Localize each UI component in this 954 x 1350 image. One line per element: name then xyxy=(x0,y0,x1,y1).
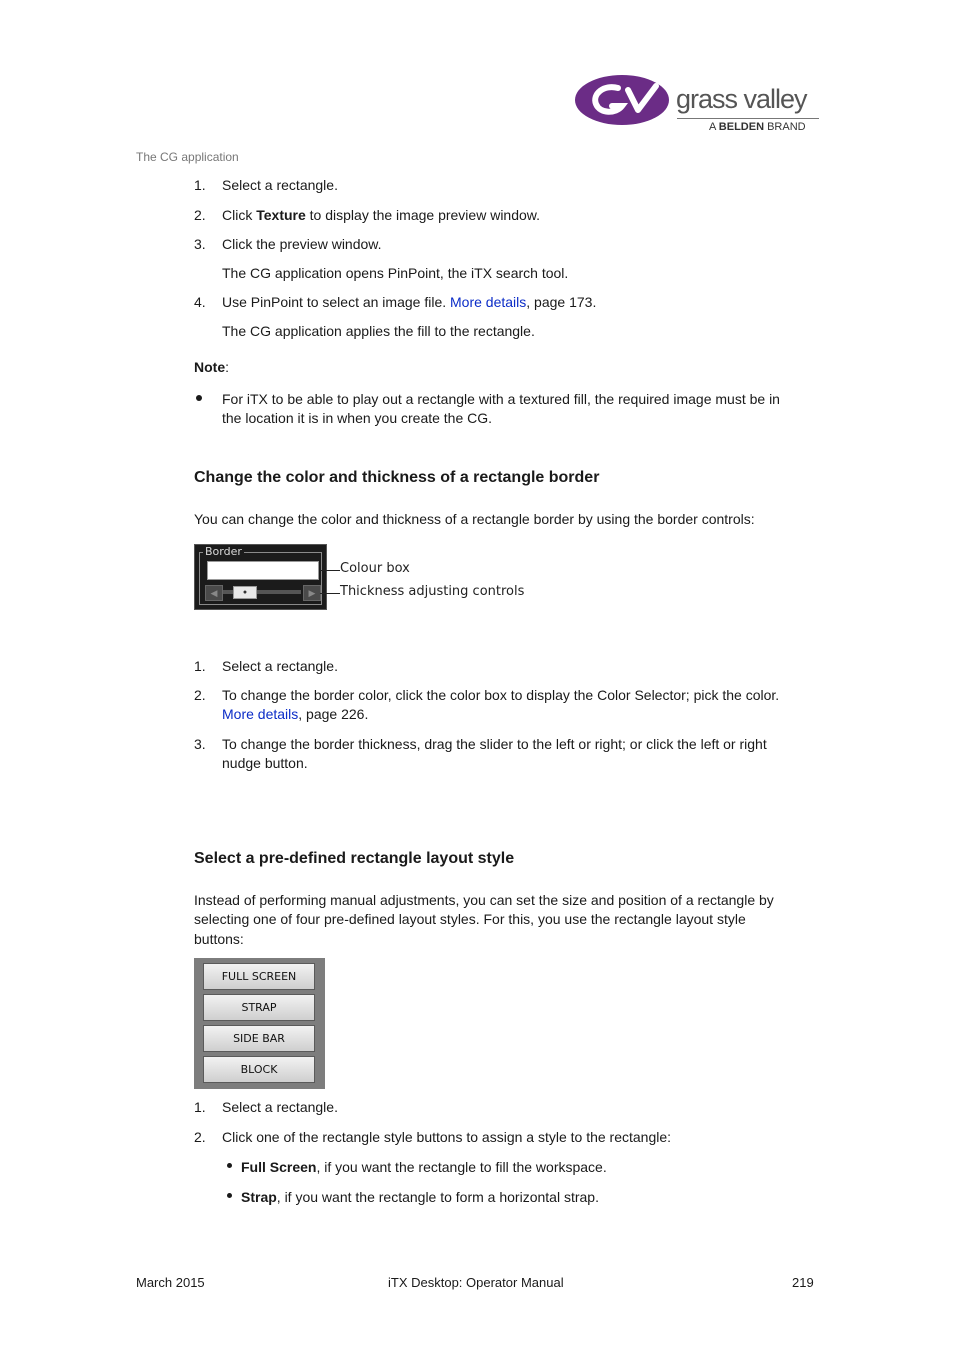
footer-page-number: 219 xyxy=(792,1275,814,1290)
callout-thickness: Thickness adjusting controls xyxy=(340,584,525,599)
bullet-icon xyxy=(196,395,202,401)
logo-divider xyxy=(677,118,819,119)
section-heading: Change the color and thickness of a rectangle border xyxy=(194,469,600,486)
step-text-part: Click xyxy=(222,207,257,223)
bullet-icon xyxy=(227,1163,232,1168)
note-text-line: the location it is in when you create the CG. xyxy=(222,410,493,426)
tagline-brand: BELDEN xyxy=(718,121,765,133)
step-text xyxy=(222,293,596,312)
step-number: 3. xyxy=(194,236,206,252)
step-number: 2. xyxy=(194,1129,206,1145)
footer-date: March 2015 xyxy=(136,1275,205,1290)
step-text: nudge button. xyxy=(222,755,308,771)
step-number: 1. xyxy=(194,177,206,193)
logo-name: grass valley xyxy=(676,84,807,114)
colour-box[interactable] xyxy=(207,561,319,580)
section-header: The CG application xyxy=(136,150,239,164)
note-label-text: Note xyxy=(194,359,226,375)
gv-emblem-icon xyxy=(574,72,674,128)
step-number: 2. xyxy=(194,687,206,703)
strap-button[interactable]: STRAP xyxy=(203,994,315,1021)
step-number: 4. xyxy=(194,294,206,310)
section-heading: Select a pre-defined rectangle layout style xyxy=(194,850,515,867)
ui-term-full-screen: Full Screen xyxy=(241,1159,317,1175)
note-text-line: For iTX to be able to play out a rectangle with a textured fill, the required image must be in xyxy=(222,391,780,407)
step-text xyxy=(222,206,540,225)
nudge-right-icon[interactable]: ▶ xyxy=(303,585,321,601)
step-number: 1. xyxy=(194,1099,206,1115)
bullet-text-part: , if you want the rectangle to form a horizontal strap. xyxy=(276,1189,599,1205)
thickness-slider-thumb[interactable]: ● xyxy=(233,586,257,599)
bullet-text xyxy=(241,1188,599,1207)
full-screen-button[interactable]: FULL SCREEN xyxy=(203,963,315,990)
layout-style-buttons-screenshot xyxy=(194,958,325,1089)
step-text: Select a rectangle. xyxy=(222,658,338,674)
section-intro: buttons: xyxy=(194,931,244,947)
bullet-icon xyxy=(227,1193,232,1198)
grass-valley-logo xyxy=(574,72,822,134)
tagline-suffix: BRAND xyxy=(767,121,806,133)
step-text: Select a rectangle. xyxy=(222,1099,338,1115)
step-text-part: to display the image preview window. xyxy=(305,207,541,223)
step-text xyxy=(222,705,368,724)
logo-tagline xyxy=(709,121,806,133)
callout-line xyxy=(320,570,340,571)
callout-colour-box: Colour box xyxy=(340,561,410,576)
footer-title: iTX Desktop: Operator Manual xyxy=(388,1275,564,1290)
note-colon: : xyxy=(225,359,230,375)
step-number: 1. xyxy=(194,658,206,674)
step-number: 3. xyxy=(194,736,206,752)
step-number: 2. xyxy=(194,207,206,223)
step-text: Select a rectangle. xyxy=(222,177,338,193)
more-details-link[interactable]: More details xyxy=(450,294,527,310)
callout-line xyxy=(320,593,340,594)
ui-term-texture: Texture xyxy=(256,207,306,223)
bullet-text xyxy=(241,1158,607,1177)
step-text: To change the border thickness, drag the slider to the left or right; or click the left or right xyxy=(222,736,767,752)
more-details-link[interactable]: More details xyxy=(222,706,299,722)
step-text: To change the border color, click the color box to display the Color Selector; pick the color. xyxy=(222,687,780,703)
note-label xyxy=(194,358,229,377)
border-legend: Border xyxy=(205,545,242,558)
section-intro: selecting one of four pre-defined layout styles. For this, you use the rectangle layout style xyxy=(194,911,746,927)
tagline-prefix: A xyxy=(709,121,716,133)
step-text: Click the preview window. xyxy=(222,236,382,252)
step-result: The CG application applies the fill to the rectangle. xyxy=(222,323,535,339)
block-button[interactable]: BLOCK xyxy=(203,1056,315,1083)
bullet-text-part: , if you want the rectangle to fill the workspace. xyxy=(316,1159,607,1175)
step-text: Click one of the rectangle style buttons to assign a style to the rectangle: xyxy=(222,1129,672,1145)
section-intro: Instead of performing manual adjustments, you can set the size and position of a rectangle by xyxy=(194,892,774,908)
step-text-part: , page 173. xyxy=(526,294,597,310)
step-text-part: Use PinPoint to select an image file. xyxy=(222,294,451,310)
nudge-left-icon[interactable]: ◀ xyxy=(205,585,223,601)
step-text-part: , page 226. xyxy=(298,706,369,722)
border-controls-screenshot xyxy=(194,544,327,610)
section-intro: You can change the color and thickness of a rectangle border by using the border controls: xyxy=(194,511,755,527)
step-result: The CG application opens PinPoint, the iTX search tool. xyxy=(222,265,569,281)
side-bar-button[interactable]: SIDE BAR xyxy=(203,1025,315,1052)
ui-term-strap: Strap xyxy=(241,1189,277,1205)
